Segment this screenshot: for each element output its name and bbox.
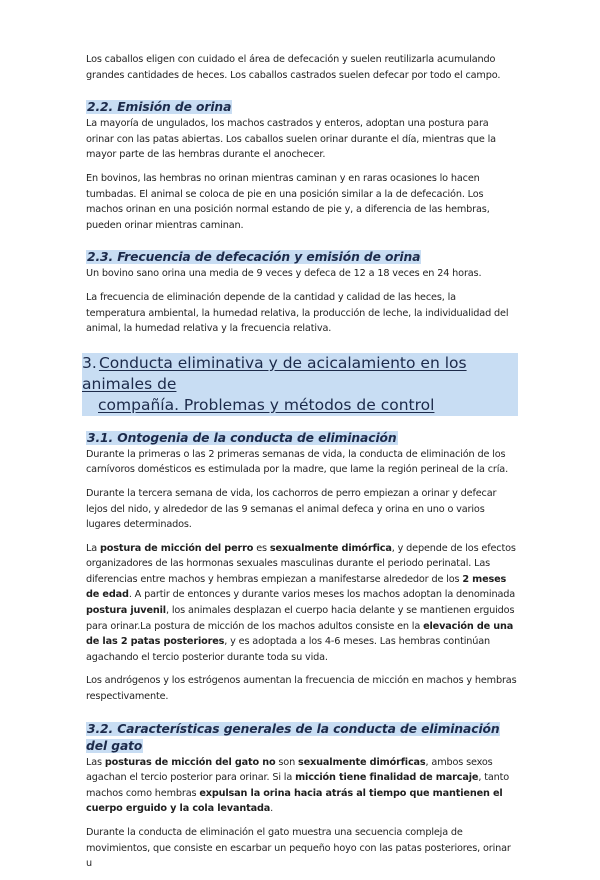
section-3-1-paragraph-1: Durante la primeras o las 2 primeras semanas de vida, la conducta de eliminación de los carnívoros domésticos es estimulada por la madre, que lame la región perineal de la cría. [86, 448, 509, 476]
section-2-2-paragraph-1: La mayoría de ungulados, los machos castrados y enteros, adoptan una postura para orinar con las patas abiertas. Los caballos suelen orinar durante el día, mientras que la mayor parte de las hembras durante el anochecer. [86, 118, 496, 161]
section-2-2-heading: 2.2. Emisión de orina [87, 100, 232, 115]
section-2-3-paragraph-1: Un bovino sano orina una media de 9 veces y defeca de 12 a 18 veces en 24 horas. [86, 268, 482, 280]
section-3-1-paragraph-2: Durante la tercera semana de vida, los cachorros de perro empiezan a orinar y defecar lejos del nido, y alrededor de las 9 semanas el animal defeca y orina en uno o varios lugares determinados. [86, 487, 497, 531]
section-3-2-paragraph-2: Durante la conducta de eliminación el gato muestra una secuencia compleja de movimientos, que consiste en escarbar un pequeño hoyo con las patas posteriores, orinar u [86, 827, 511, 870]
intro-paragraph: Los caballos eligen con cuidado el área de defecación y suelen reutilizarla acumulando grandes cantidades de heces. Los caballos castrados suelen defecar por todo el campo. [86, 54, 501, 81]
section-3-heading: 3. Conducta eliminativa y de acicalamiento en los animales de compañía. Problemas y métodos de control [82, 353, 518, 416]
section-2-3-paragraph-2: La frecuencia de eliminación depende de la cantidad y calidad de las heces, la temperatura ambiental, la humedad relativa, la producción de leche, la individualidad del animal, la humedad relativa y la frecuencia relativa. [86, 291, 509, 335]
section-2-3-heading: 2.3. Frecuencia de defecación y emisión de orina [87, 250, 421, 265]
section-3-1-paragraph-3: La postura de micción del perro es sexualmente dimórfica, y depende de los efectos organizadores de las hormonas sexuales masculinas durante el periodo perinatal. Las diferencias entre machos y hembras empiezan a manifestarse alrededor de los 2 meses de edad. A partir de entonces y durante varios meses los machos adoptan la denominada postura juvenil, los animales desplazan el cuerpo hacia delante y se mantienen erguidos para orinar.La postura de micción de los machos adultos consiste en la elevación de una de las 2 patas posteriores, y es adoptada a los 4-6 meses. Las hembras continúan agachando el tercio posterior durante toda su vida. [86, 542, 516, 663]
section-3-1-paragraph-4: Los andrógenos y los estrógenos aumentan la frecuencia de micción en machos y hembras respectivamente. [86, 675, 517, 703]
section-3-1-heading: 3.1. Ontogenia de la conducta de eliminación [87, 430, 397, 445]
section-3-2-heading: 3.2. Características generales de la conducta de eliminación del gato [86, 721, 500, 753]
document-page [82, 52, 518, 880]
section-2-2-paragraph-2: En bovinos, las hembras no orinan mientras caminan y en raras ocasiones lo hacen tumbadas. El animal se coloca de pie en una posición similar a la de defecación. Los machos orinan en una posición normal estando de pie y, a diferencia de las hembras, pueden orinar mientras caminan. [86, 172, 490, 231]
section-3-2-paragraph-1: Las posturas de micción del gato no son sexualmente dimórficas, ambos sexos agachan el tercio posterior para orinar. Si la micción tiene finalidad de marcaje, tanto machos como hembras expulsan la orina hacia atrás al tiempo que mantienen el cuerpo erguido y la cola levantada. [86, 756, 510, 815]
